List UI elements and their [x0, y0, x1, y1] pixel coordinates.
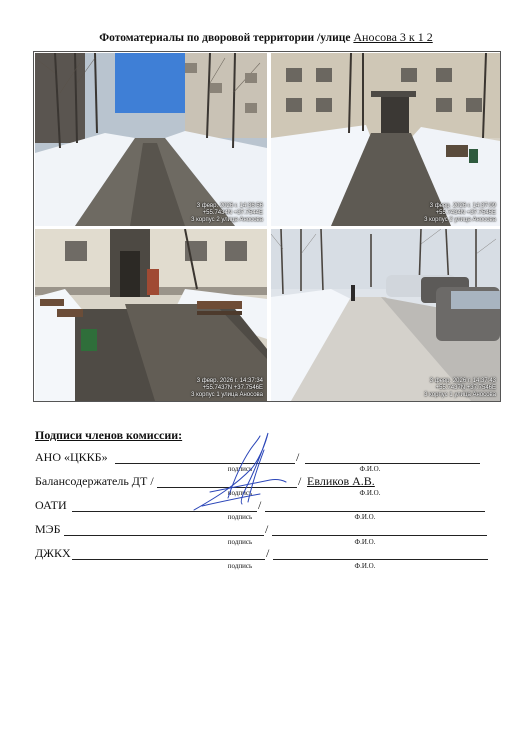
photo-3-place: 3 корпус 1 улица Аносова	[191, 392, 263, 398]
slash-dzhkh: /	[266, 546, 270, 560]
caption-sign-anockkb: подпись	[227, 465, 253, 473]
photo-4-place: 3 корпус 1 улица Аносова	[424, 392, 496, 398]
caption-name-dzhkh: Ф.И.О.	[354, 562, 376, 570]
row-label-anockkb: АНО «ЦККБ»	[35, 450, 108, 464]
row-label-balance-holder: Балансодержатель ДТ /	[35, 474, 154, 488]
address-text: Аносова 3 к 1 2	[353, 30, 433, 44]
photo-1-image	[35, 53, 267, 226]
photo-3	[35, 229, 267, 401]
title-text: Фотоматериалы по дворовой территории /улице	[99, 32, 351, 44]
page-title	[0, 30, 532, 45]
handwritten-signature	[190, 428, 290, 518]
photo-1-place: 3 корпус 2 улица Аносова	[191, 217, 263, 223]
slash-meb: /	[265, 522, 269, 536]
photo-2-date: 3 февр. 2026 г. 14:37:09	[429, 203, 496, 209]
sign-line-meb	[64, 535, 264, 536]
row-label-oati: ОАТИ	[35, 498, 67, 512]
caption-sign-oati: подпись	[227, 513, 253, 521]
caption-sign-dzhkh: подпись	[227, 562, 253, 570]
slash-oati: /	[258, 498, 262, 512]
caption-sign-balance-holder: подпись	[227, 489, 253, 497]
photo-2-coords: +55.7434N +37.7545E	[435, 210, 496, 216]
name-line-anockkb	[305, 463, 480, 464]
caption-name-meb: Ф.И.О.	[354, 538, 376, 546]
photo-4	[271, 229, 500, 401]
photo-1-date: 3 февр. 2026 г. 14:36:56	[196, 203, 263, 209]
sign-line-dzhkh	[72, 559, 265, 560]
signatures-heading: Подписи членов комиссии:	[35, 428, 183, 442]
photo-3-coords: +55.7437N +37.7546E	[202, 385, 263, 391]
photo-grid	[33, 51, 501, 402]
row-label-meb: МЭБ	[35, 522, 61, 536]
photo-4-coords: +55.7437N +37.7546E	[435, 385, 496, 391]
photo-3-stamp	[191, 378, 263, 399]
caption-name-oati: Ф.И.О.	[354, 513, 376, 521]
photo-2-stamp	[424, 203, 496, 224]
photo-1-coords: +55.7434N +37.7544E	[202, 210, 263, 216]
slash-balance-holder: /	[298, 474, 302, 488]
slash-anockkb: /	[296, 450, 300, 464]
name-line-meb	[272, 535, 487, 536]
caption-name-anockkb: Ф.И.О.	[359, 465, 381, 473]
photo-1	[35, 53, 267, 226]
photo-2-image	[271, 53, 500, 226]
photo-1-stamp	[191, 203, 263, 224]
photo-3-image	[35, 229, 267, 401]
photo-2-place: 3 корпус 2 улица Аносова	[424, 217, 496, 223]
name-line-dzhkh	[273, 559, 488, 560]
photo-4-image	[271, 229, 500, 401]
name-balance-holder: Евликов А.В.	[307, 474, 375, 488]
photo-4-date: 3 февр. 2026 г. 14:37:43	[429, 378, 496, 384]
caption-sign-meb: подпись	[227, 538, 253, 546]
name-line-oati	[265, 511, 485, 512]
photo-2	[271, 53, 500, 226]
caption-name-balance-holder: Ф.И.О.	[359, 489, 381, 497]
photo-4-stamp	[424, 378, 496, 399]
photo-3-date: 3 февр. 2026 г. 14:37:34	[196, 378, 263, 384]
row-label-dzhkh: ДЖКХ	[35, 546, 71, 560]
